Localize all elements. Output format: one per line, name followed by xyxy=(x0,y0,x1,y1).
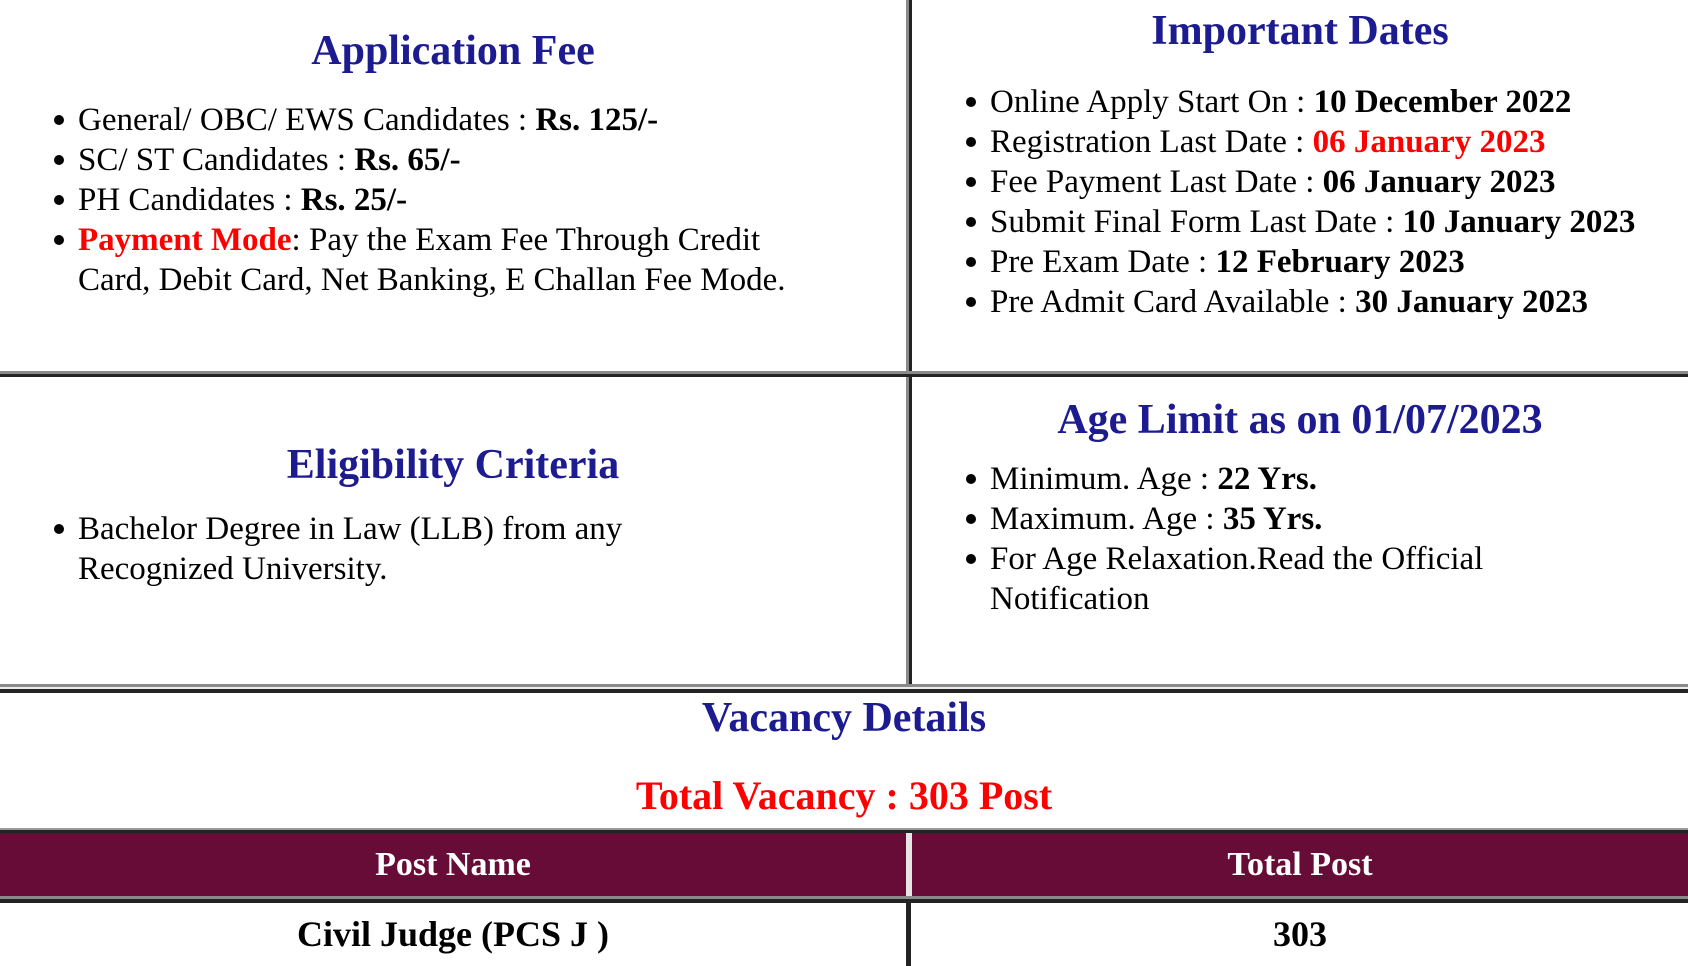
list-item xyxy=(990,82,1688,122)
list-item xyxy=(78,180,906,220)
list-item xyxy=(78,509,703,589)
column-divider xyxy=(906,0,912,684)
item-value: 30 January 2023 xyxy=(1355,284,1588,320)
vacancy-table-header xyxy=(0,833,1688,896)
list-item xyxy=(78,100,906,140)
item-value: 22 Yrs. xyxy=(1217,461,1317,497)
list-item xyxy=(990,202,1688,242)
list-item xyxy=(990,459,1688,499)
age-limit-title: Age Limit as on 01/07/2023 xyxy=(1057,397,1543,443)
payment-mode-text: : Pay the Exam Fee Through Credit Card, Debit Card, Net Banking, E Challan Fee Mode. xyxy=(78,222,786,298)
row-divider xyxy=(0,371,1688,377)
item-label: Registration Last Date : xyxy=(990,124,1313,160)
vacancy-details-title: Vacancy Details xyxy=(701,695,987,741)
item-value: Rs. 65/- xyxy=(354,142,461,178)
payment-mode-label: Payment Mode xyxy=(78,222,292,258)
row-column-divider xyxy=(906,903,911,966)
list-item xyxy=(990,122,1688,162)
important-dates-section xyxy=(912,0,1688,371)
item-label: Online Apply Start On : xyxy=(990,84,1314,120)
list-item xyxy=(990,539,1600,619)
item-value: 12 February 2023 xyxy=(1215,244,1465,280)
column-header-post-name: Post Name xyxy=(375,846,531,883)
eligibility-title: Eligibility Criteria xyxy=(286,442,620,488)
item-value: 35 Yrs. xyxy=(1222,501,1323,537)
table-header-border xyxy=(0,896,1688,903)
list-item xyxy=(78,140,906,180)
item-label: Maximum. Age : xyxy=(990,501,1223,537)
eligibility-list xyxy=(0,509,906,589)
item-value: 10 January 2023 xyxy=(1402,204,1636,240)
age-limit-section xyxy=(912,377,1688,684)
age-limit-list xyxy=(912,459,1688,619)
section-divider xyxy=(0,684,1688,693)
item-value: Rs. 25/- xyxy=(300,182,408,218)
item-value: 06 January 2023 xyxy=(1322,164,1556,200)
list-item xyxy=(990,242,1688,282)
eligibility-section xyxy=(0,377,906,684)
application-fee-section xyxy=(0,0,906,371)
item-label: General/ OBC/ EWS Candidates : xyxy=(78,102,536,138)
item-label: Fee Payment Last Date : xyxy=(990,164,1323,200)
item-value: 06 January 2023 xyxy=(1312,124,1546,160)
application-fee-title: Application Fee xyxy=(311,28,595,74)
important-dates-list xyxy=(912,82,1688,322)
payment-mode-item xyxy=(78,220,828,300)
list-item xyxy=(990,499,1688,539)
total-vacancy-text: Total Vacancy : 303 Post xyxy=(635,773,1053,818)
item-label: Submit Final Form Last Date : xyxy=(990,204,1403,240)
item-label: Pre Exam Date : xyxy=(990,244,1216,280)
important-dates-title: Important Dates xyxy=(1151,8,1449,54)
list-item xyxy=(990,282,1688,322)
item-label: PH Candidates : xyxy=(78,182,301,218)
column-header-total-post: Total Post xyxy=(1227,846,1373,883)
item-label: Minimum. Age : xyxy=(990,461,1218,497)
application-fee-list xyxy=(0,100,906,300)
table-row xyxy=(0,903,1688,966)
list-item xyxy=(990,162,1688,202)
total-post-cell: 303 xyxy=(1273,914,1327,954)
item-label: For Age Relaxation.Read the Official Notification xyxy=(990,541,1484,617)
item-label: Bachelor Degree in Law (LLB) from any Recognized University. xyxy=(78,511,623,587)
item-value: Rs. 125/- xyxy=(535,102,659,138)
item-value: 10 December 2022 xyxy=(1313,84,1572,120)
item-label: SC/ ST Candidates : xyxy=(78,142,355,178)
item-label: Pre Admit Card Available : xyxy=(990,284,1356,320)
post-name-cell: Civil Judge (PCS J ) xyxy=(296,914,609,954)
